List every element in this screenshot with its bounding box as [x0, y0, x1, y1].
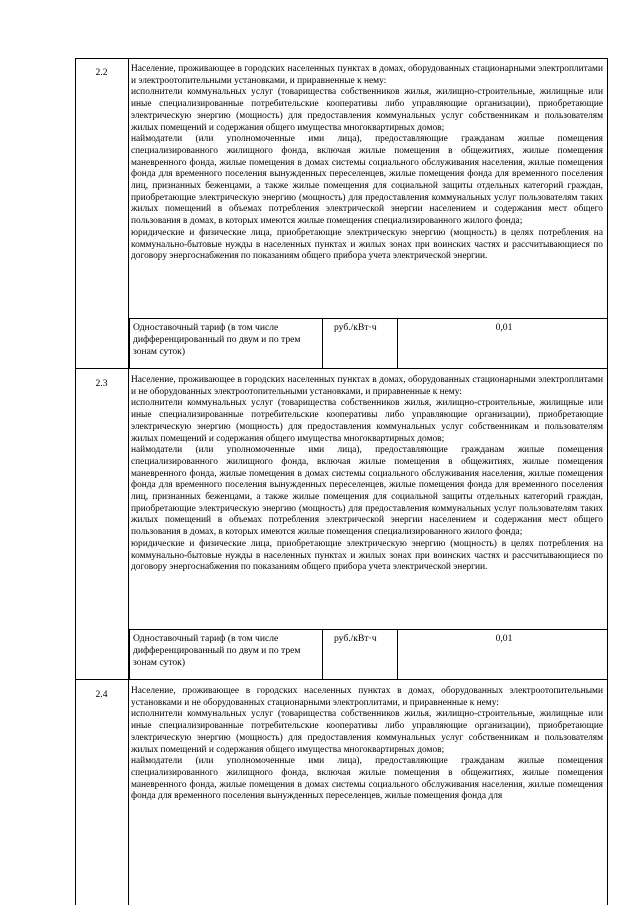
tariff-value: 0,01: [495, 322, 513, 333]
paragraph: исполнители коммунальных услуг (товарищества собственников жилья, жилищно-строительные, жилищные или иные специализированные потребительские кооперативы либо управляющие организации), приобретающие электрическую энергию (мощность) для предоставления коммунальных услуг собственникам и пользователям жилых помещений и содержания общего имущества многоквартирных домов;: [131, 398, 603, 444]
paragraph: исполнители коммунальных услуг (товарищества собственников жилья, жилищно-строительные, жилищные или иные специализированные потребительские кооперативы либо управляющие организации), приобретающие электрическую энергию (мощность) для предоставления коммунальных услуг собственникам и пользователям жилых помещений и содержания общего имущества многоквартирных домов;: [131, 87, 603, 133]
paragraph: исполнители коммунальных услуг (товарищества собственников жилья, жилищно-строительные, жилищные или иные специализированные потребительские кооперативы либо управляющие организации), приобретающие электрическую энергию (мощность) для предоставления коммунальных услуг собственникам и пользователям жилых помещений и содержания общего имущества многоквартирных домов;: [131, 709, 603, 755]
table-column-divider: [128, 58, 129, 905]
tariff-label: Одноставочный тариф (в том числе дифференцированный по двум и по трем зонам суток): [133, 322, 301, 357]
row-number: 2.4: [95, 689, 108, 700]
paragraph: Население, проживающее в городских населенных пунктах в домах, оборудованных электроотопительными установками и не оборудованных стационарными электроплитами, и приравненные к нему:: [131, 686, 603, 708]
row-number: 2.3: [95, 378, 108, 389]
tariff-unit: руб./кВт·ч: [334, 322, 377, 333]
tariff-value: 0,01: [495, 633, 513, 644]
tariff-label: Одноставочный тариф (в том числе дифференцированный по двум и по трем зонам суток): [133, 633, 301, 668]
row-description: [131, 64, 603, 263]
table-border-right: [607, 58, 608, 905]
tariff-unit: руб./кВт·ч: [334, 633, 377, 644]
paragraph: Население, проживающее в городских населенных пунктах в домах, оборудованных стационарными электроплитами и электроотопительными установками, и приравненные к нему:: [131, 64, 603, 86]
row-divider: [75, 368, 608, 369]
row-description: [131, 375, 603, 574]
tariff-subrow: [129, 318, 608, 368]
table-border-left: [75, 58, 76, 905]
row-number: 2.2: [95, 67, 108, 78]
tariff-subrow: [129, 629, 608, 679]
tariff-table: [75, 58, 608, 905]
paragraph: юридические и физические лица, приобретающие электрическую энергию (мощность) в целях потребления на коммунально-бытовые нужды в населенных пунктах и жилых зонах при воинских частях и рассчитывающиеся по договору энергоснабжения по показаниям общего прибора учета электрической энергии.: [131, 538, 603, 573]
paragraph: Население, проживающее в городских населенных пунктах в домах, оборудованных стационарными электроплитами и не оборудованных электроотопительными установками, и приравненные к нему:: [131, 375, 603, 397]
paragraph: юридические и физические лица, приобретающие электрическую энергию (мощность) в целях потребления на коммунально-бытовые нужды в населенных пунктах и жилых зонах при воинских частях и рассчитывающиеся по договору энергоснабжения по показаниям общего прибора учета электрической энергии.: [131, 227, 603, 262]
paragraph: наймодатели (или уполномоченные ими лица), предоставляющие гражданам жилые помещения специализированного жилищного фонда, включая жилые помещения в общежитиях, жилые помещения маневренного фонда, жилые помещения в домах системы социального обслуживания населения, жилые помещения фонда для временного поселения вынужденных переселенцев, жилые помещения фонда для временного поселения лиц, признанных беженцами, а также жилые помещения для социальной защиты отдельных категорий граждан, приобретающие электрическую энергию (мощность) для предоставления коммунальных услуг пользователям таких жилых помещений в объемах потребления электрической энергии населением и содержания мест общего пользования в домах, в которых имеются жилые помещения специализированного жилого фонда;: [131, 134, 603, 227]
table-border-top: [75, 58, 608, 59]
paragraph: наймодатели (или уполномоченные ими лица), предоставляющие гражданам жилые помещения специализированного жилищного фонда, включая жилые помещения в общежитиях, жилые помещения маневренного фонда, жилые помещения в домах системы социального обслуживания населения, жилые помещения фонда для временного поселения вынужденных переселенцев, жилые помещения фонда для временного поселения лиц, признанных беженцами, а также жилые помещения для социальной защиты отдельных категорий граждан, приобретающие электрическую энергию (мощность) для предоставления коммунальных услуг пользователям таких жилых помещений в объемах потребления электрической энергии населением и содержания мест общего пользования в домах, в которых имеются жилые помещения специализированного жилого фонда;: [131, 445, 603, 538]
row-divider: [75, 679, 608, 680]
row-description: [131, 686, 603, 898]
paragraph: наймодатели (или уполномоченные ими лица), предоставляющие гражданам жилые помещения специализированного жилищного фонда, включая жилые помещения в общежитиях, жилые помещения маневренного фонда, жилые помещения в домах системы социального обслуживания населения, жилые помещения фонда для временного поселения вынужденных переселенцев, жилые помещения фонда для: [131, 756, 603, 802]
